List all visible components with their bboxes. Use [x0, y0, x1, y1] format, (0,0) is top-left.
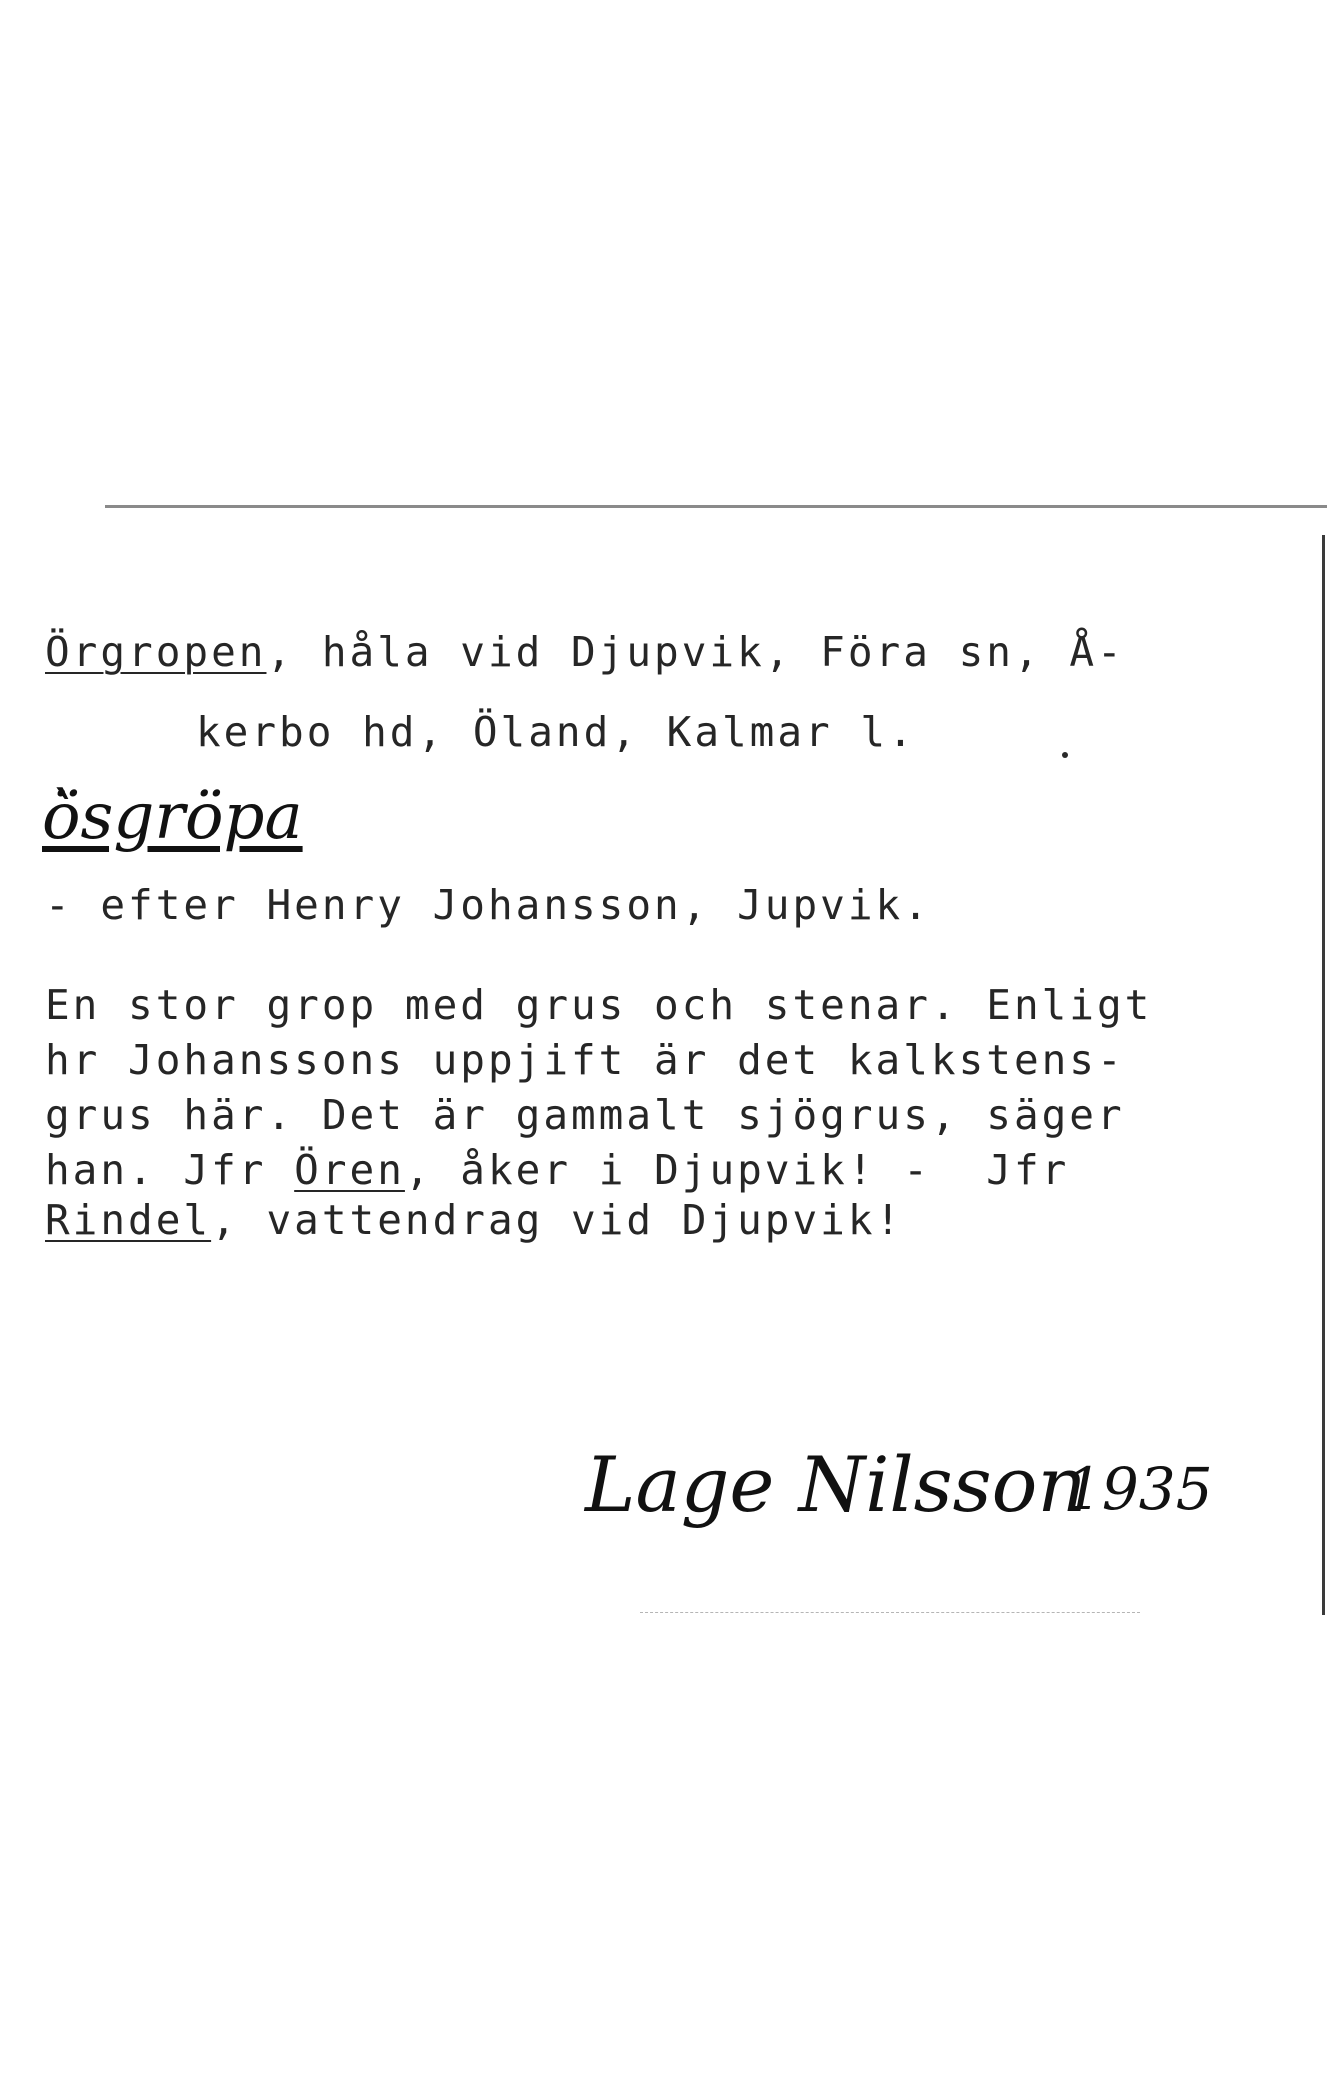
signature-name: Lage Nilsson	[585, 1440, 1087, 1529]
headword: Örgropen	[45, 628, 267, 676]
body-line-3: grus här. Det är gammalt sjögrus, säger	[45, 1091, 1125, 1139]
body-line-5-end: , vattendrag vid Djupvik!	[211, 1196, 904, 1244]
body-line-1: En stor grop med grus och stenar. Enligt	[45, 981, 1153, 1029]
cross-reference-oren: Ören	[294, 1146, 405, 1194]
card-bottom-edge	[640, 1612, 1140, 1613]
heading-rest: , håla vid Djupvik, Föra sn, Å-	[266, 628, 1125, 676]
heading-line-1	[45, 628, 1125, 676]
pronunciation-handwritten: ö̀sgröpa	[42, 780, 303, 854]
signature-year: 1935	[1065, 1455, 1213, 1523]
heading-line-2: kerbo hd, Öland, Kalmar l.	[196, 708, 916, 756]
body-line-4-start: han. Jfr	[45, 1146, 295, 1194]
stray-ink-mark	[1062, 752, 1068, 758]
body-line-4-end: , åker i Djupvik! - Jfr	[404, 1146, 1070, 1194]
body-line-4	[45, 1146, 1070, 1194]
cross-reference-rindel: Rindel	[45, 1196, 212, 1244]
card-right-edge	[1322, 535, 1325, 1615]
source-line: - efter Henry Johansson, Jupvik.	[45, 881, 931, 929]
card-top-edge	[105, 505, 1327, 508]
body-line-5	[45, 1196, 904, 1244]
body-line-2: hr Johanssons uppjift är det kalkstens-	[45, 1036, 1125, 1084]
